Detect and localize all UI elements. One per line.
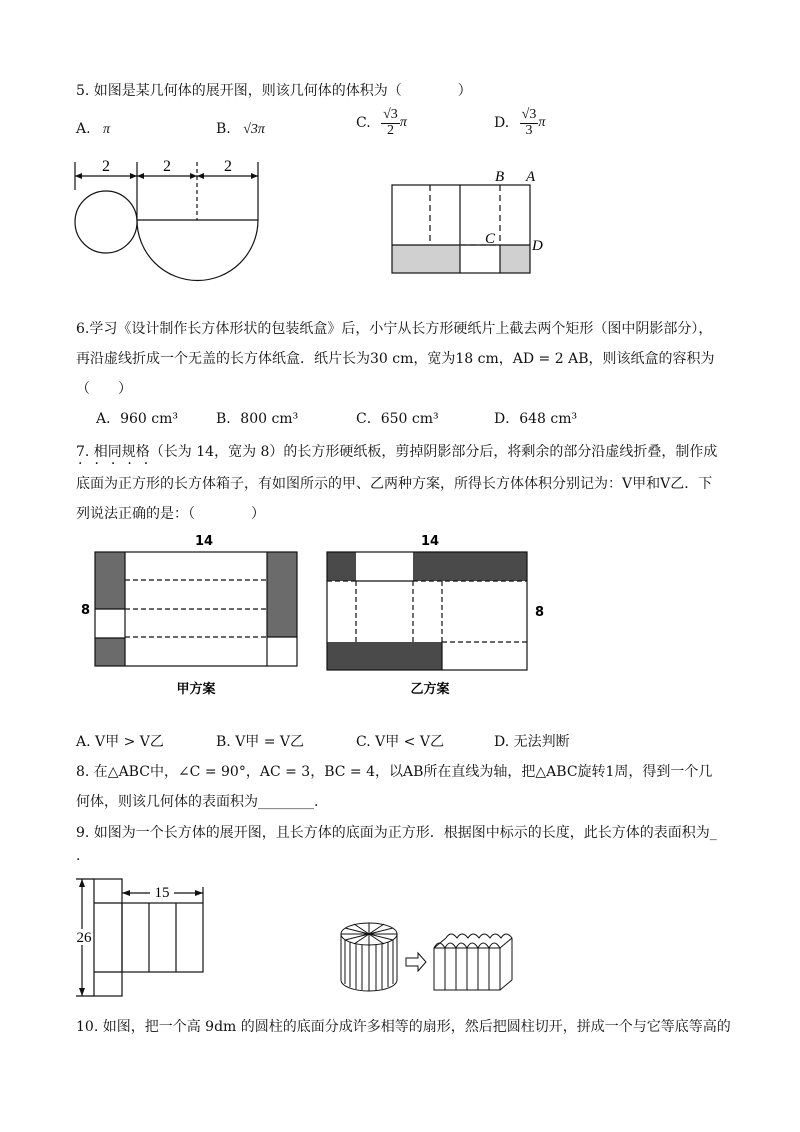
q5-point-b: B: [495, 169, 505, 185]
q5-box-figure: [385, 165, 555, 280]
q7-plan-b-length: 14: [420, 534, 440, 549]
q6-option-c[interactable]: C．650 cm³: [356, 411, 439, 427]
q7-line-1: 7. 相同规格（长为 14，宽为 8）的长方形硬纸板，剪掉阴影部分后，将剩余的部分沿虚线折叠，制作成: [76, 444, 718, 460]
q5-option-b[interactable]: B. √3π: [216, 121, 265, 137]
q8-line-2: 何体，则该几何体的表面积为________.: [76, 794, 319, 810]
q6-line-2: 再沿虚线折成一个无盖的长方体纸盒．纸片长为30 cm，宽为18 cm，AD = 2 AB，则该纸盒的容积为: [76, 351, 715, 367]
q7-plan-b-figure: [322, 530, 552, 700]
q7-line-2: 底面为正方形的长方体箱子，有如图所示的甲、乙两种方案，所得长方体体积分别记为：V甲和V乙．下: [76, 476, 713, 492]
q9-dim-top: 15: [154, 885, 170, 901]
q5-option-a[interactable]: A. π: [76, 121, 111, 137]
q5-option-c[interactable]: C. $\frac{√3}{2}$ π: [356, 107, 407, 138]
q5-dim-1: 2: [102, 158, 110, 175]
q7-emphasis-dots: ·····: [78, 456, 161, 472]
q7-line-3: 列说法正确的是：（ ）: [76, 506, 265, 522]
q7-option-d[interactable]: D. 无法判断: [494, 734, 570, 750]
q7-option-b[interactable]: B. V甲 = V乙: [216, 734, 305, 750]
q5-option-d[interactable]: D. $\frac{√3}{3}$ π: [494, 107, 546, 138]
q7-plan-a-width: 8: [81, 603, 91, 618]
q9-dim-side: 26: [76, 930, 92, 946]
q8-line-1: 8. 在△ABC中，∠C = 90°，AC = 3，BC = 4，以AB所在直线为轴，把△ABC旋转1周，得到一个几: [76, 764, 713, 780]
q6-option-a[interactable]: A．960 cm³: [96, 411, 179, 427]
q7-plan-a-figure: [78, 530, 303, 700]
q6-option-b[interactable]: B．800 cm³: [216, 411, 299, 427]
q5-stem: 5. 如图是某几何体的展开图，则该几何体的体积为（ ）: [76, 83, 472, 99]
q10-cylinder-figure: [330, 920, 530, 1005]
q5-net-figure: [60, 150, 280, 290]
q5-point-c: C: [485, 231, 496, 247]
q5-dim-2: 2: [163, 158, 171, 175]
q5-point-d: D: [532, 238, 543, 254]
q6-option-d[interactable]: D．648 cm³: [494, 411, 578, 427]
q9-line-2: .: [76, 848, 81, 864]
q9-net-figure: [70, 875, 220, 1005]
q7-option-a[interactable]: A. V甲 > V乙: [76, 734, 164, 750]
q7-option-c[interactable]: C. V甲 < V乙: [356, 734, 444, 750]
q6-line-1: 6.学习《设计制作长方体形状的包装纸盒》后，小宁从长方形硬纸片上截去两个矩形（图中阴影部分），: [76, 321, 713, 337]
q5-point-a: A: [526, 169, 536, 185]
q7-plan-b-caption: 乙方案: [410, 682, 450, 697]
q7-plan-a-caption: 甲方案: [176, 682, 216, 697]
q9-line-1: 9. 如图为一个长方体的展开图，且长方体的底面为正方形．根据图中标示的长度，此长方体的表面积为_: [76, 825, 717, 841]
q10-line-1: 10. 如图，把一个高 9dm 的圆柱的底面分成许多相等的扇形，然后把圆柱切开，拼成一个与它等底等高的: [76, 1019, 731, 1035]
q7-plan-a-length: 14: [194, 534, 214, 549]
q6-line-3: （ ）: [76, 381, 132, 397]
q7-plan-b-width: 8: [535, 605, 545, 620]
q5-dim-3: 2: [224, 158, 232, 175]
